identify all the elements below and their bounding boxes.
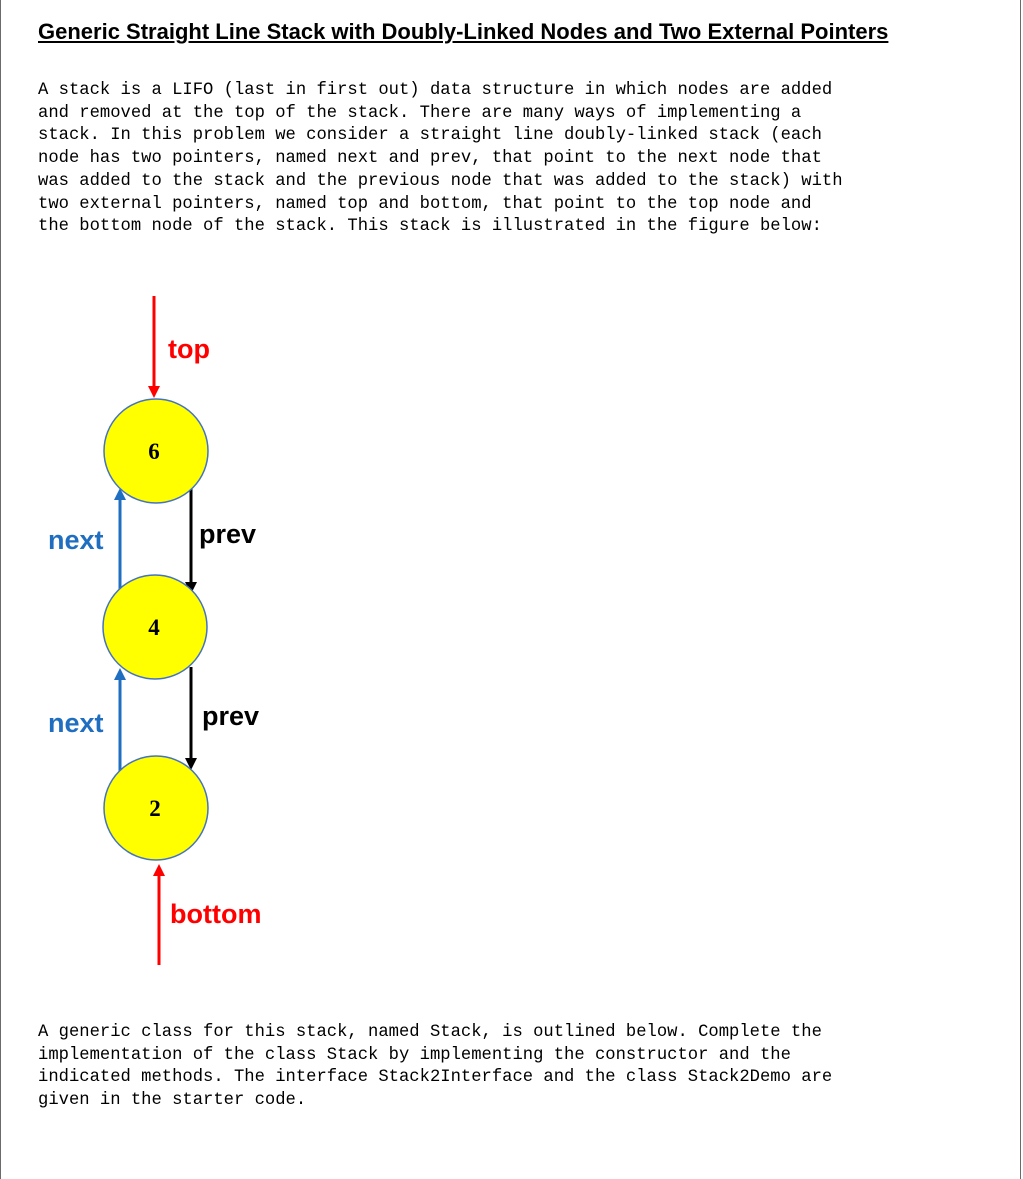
prev-label: prev: [199, 519, 257, 549]
intro-line: two external pointers, named top and bottom, that point to the top node and: [38, 194, 812, 214]
node-value: 4: [148, 615, 160, 640]
bottom-label: bottom: [170, 899, 262, 929]
intro-line: stack. In this problem we consider a straight line doubly-linked stack (each: [38, 126, 822, 146]
top-label: top: [168, 334, 210, 364]
page-title: Generic Straight Line Stack with Doubly-Linked Nodes and Two External Pointers: [38, 19, 889, 44]
intro-line: was added to the stack and the previous node that was added to the stack) with: [38, 171, 843, 191]
outro-line: given in the starter code.: [38, 1091, 307, 1111]
node-value: 6: [148, 439, 160, 464]
intro-line: the bottom node of the stack. This stack is illustrated in the figure below:: [38, 217, 822, 237]
outro-paragraph: [38, 1022, 832, 1113]
intro-line: A stack is a LIFO (last in first out) data structure in which nodes are added: [38, 81, 833, 100]
outro-line: indicated methods. The interface Stack2Interface and the class Stack2Demo are: [38, 1068, 833, 1088]
next-label: next: [48, 525, 104, 555]
next-label: next: [48, 708, 104, 738]
outro-line: implementation of the class Stack by implementing the constructor and the: [38, 1045, 791, 1065]
bottom-pointer-arrowhead: [153, 864, 165, 876]
outro-line: A generic class for this stack, named Stack, is outlined below. Complete the: [38, 1023, 822, 1042]
intro-line: and removed at the top of the stack. There are many ways of implementing a: [38, 103, 802, 123]
top-pointer-arrowhead: [148, 386, 160, 398]
prev-label: prev: [202, 701, 260, 731]
intro-line: node has two pointers, named next and prev, that point to the next node that: [38, 149, 822, 169]
node-value: 2: [149, 796, 161, 821]
